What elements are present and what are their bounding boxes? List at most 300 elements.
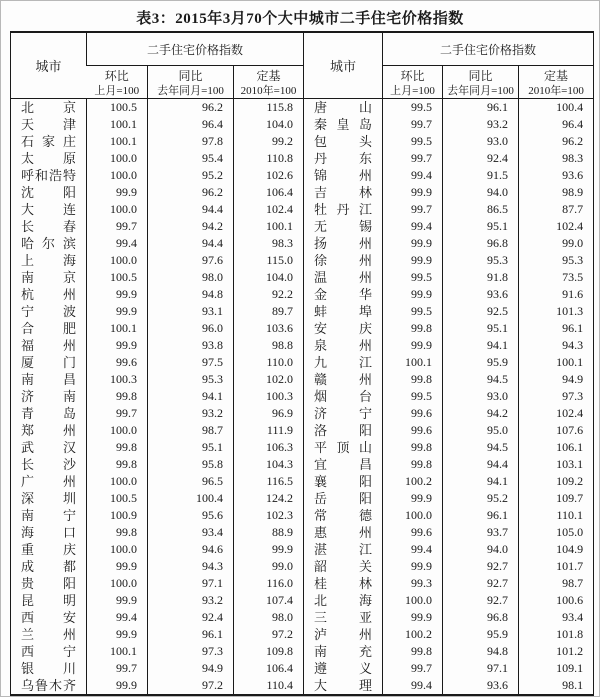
yoy-value-right: 95.3 — [443, 252, 519, 269]
fixed-base-value-left: 110.8 — [234, 150, 304, 167]
mom-value-left: 99.9 — [87, 303, 148, 320]
city-cell-right — [304, 626, 383, 643]
city-cell-left — [11, 320, 87, 337]
city-cell-right — [304, 150, 383, 167]
yoy-value-right: 94.2 — [443, 405, 519, 422]
fixed-base-value-right: 109.1 — [519, 660, 594, 677]
city-name: 丹东 — [314, 151, 373, 166]
fixed-base-value-left: 97.2 — [234, 626, 304, 643]
city-name: 北海 — [314, 593, 373, 608]
fixed-base-value-right: 109.2 — [519, 473, 594, 490]
city-name: 温州 — [314, 270, 373, 285]
city-cell-left — [11, 507, 87, 524]
city-cell-right — [304, 269, 383, 286]
yoy-value-left: 96.2 — [148, 184, 234, 201]
city-cell-right — [304, 388, 383, 405]
city-name: 济南 — [21, 389, 76, 404]
yoy-value-right: 96.1 — [443, 99, 519, 117]
yoy-value-left: 97.5 — [148, 354, 234, 371]
yoy-value-left: 96.1 — [148, 626, 234, 643]
mom-value-right: 100.2 — [383, 626, 443, 643]
city-cell-left — [11, 371, 87, 388]
fixed-base-value-right: 98.3 — [519, 150, 594, 167]
fixed-base-value-left: 89.7 — [234, 303, 304, 320]
yoy-value-left: 97.2 — [148, 677, 234, 695]
city-cell-left — [11, 388, 87, 405]
fixed-base-value-right: 94.9 — [519, 371, 594, 388]
city-cell-left — [11, 286, 87, 303]
yoy-value-left: 94.1 — [148, 388, 234, 405]
mom-value-right: 99.5 — [383, 269, 443, 286]
city-name: 平顶山 — [314, 440, 373, 455]
city-name: 乌鲁木齐 — [21, 678, 76, 693]
table-row — [11, 609, 594, 626]
yoy-value-right: 92.7 — [443, 558, 519, 575]
yoy-value-left: 97.6 — [148, 252, 234, 269]
yoy-value-right: 92.4 — [443, 150, 519, 167]
yoy-value-right: 93.0 — [443, 133, 519, 150]
fixed-base-value-left: 116.0 — [234, 575, 304, 592]
yoy-value-right: 95.9 — [443, 626, 519, 643]
table-row — [11, 660, 594, 677]
city-name: 深圳 — [21, 491, 76, 506]
mom-value-left: 99.8 — [87, 456, 148, 473]
yoy-value-right: 94.0 — [443, 184, 519, 201]
city-cell-right — [304, 558, 383, 575]
mom-value-right: 99.4 — [383, 541, 443, 558]
yoy-value-left: 94.8 — [148, 286, 234, 303]
fixed-base-value-right: 96.2 — [519, 133, 594, 150]
fixed-base-value-right: 101.2 — [519, 643, 594, 660]
city-cell-right — [304, 660, 383, 677]
city-name: 桂林 — [314, 576, 373, 591]
table-row — [11, 371, 594, 388]
table-row — [11, 150, 594, 167]
fixed-base-value-right: 109.7 — [519, 490, 594, 507]
yoy-value-left: 96.5 — [148, 473, 234, 490]
mom-value-left: 100.0 — [87, 150, 148, 167]
city-name: 牡丹江 — [314, 202, 373, 217]
mom-value-left: 100.3 — [87, 371, 148, 388]
city-name: 武汉 — [21, 440, 76, 455]
mom-value-right: 99.5 — [383, 133, 443, 150]
mom-value-right: 99.5 — [383, 99, 443, 117]
city-cell-left — [11, 252, 87, 269]
yoy-value-right: 94.5 — [443, 439, 519, 456]
yoy-value-left: 98.7 — [148, 422, 234, 439]
city-name: 三亚 — [314, 610, 373, 625]
fixed-base-value-left: 124.2 — [234, 490, 304, 507]
yoy-value-left: 92.4 — [148, 609, 234, 626]
yoy-value-right: 91.8 — [443, 269, 519, 286]
yoy-value-right: 95.9 — [443, 354, 519, 371]
yoy-value-right: 96.8 — [443, 609, 519, 626]
city-cell-left — [11, 235, 87, 252]
fixed-base-value-right: 96.1 — [519, 320, 594, 337]
mom-value-right: 99.8 — [383, 439, 443, 456]
mom-header-label: 环比 — [400, 68, 425, 83]
yoy-value-left: 95.3 — [148, 371, 234, 388]
table-row — [11, 541, 594, 558]
yoy-value-right: 91.5 — [443, 167, 519, 184]
mom-value-right: 100.0 — [383, 592, 443, 609]
fixed-base-value-right: 95.3 — [519, 252, 594, 269]
yoy-header-label: 同比 — [178, 68, 203, 83]
city-name: 南京 — [21, 270, 76, 285]
city-cell-left — [11, 473, 87, 490]
mom-value-right: 100.0 — [383, 507, 443, 524]
fixed-base-value-left: 106.4 — [234, 184, 304, 201]
fixed-base-value-left: 99.2 — [234, 133, 304, 150]
city-cell-left — [11, 439, 87, 456]
mom-value-left: 100.5 — [87, 99, 148, 117]
yoy-value-left: 96.0 — [148, 320, 234, 337]
city-name: 常德 — [314, 508, 373, 523]
city-cell-right — [304, 643, 383, 660]
mom-value-left: 99.6 — [87, 354, 148, 371]
city-cell-right — [304, 167, 383, 184]
city-cell-left — [11, 405, 87, 422]
mom-value-left: 100.0 — [87, 575, 148, 592]
city-name: 惠州 — [314, 525, 373, 540]
yoy-value-left: 94.4 — [148, 201, 234, 218]
yoy-value-left: 94.3 — [148, 558, 234, 575]
mom-value-right: 99.4 — [383, 218, 443, 235]
city-name: 南充 — [314, 644, 373, 659]
mom-value-right: 99.7 — [383, 201, 443, 218]
fixed-base-value-right: 100.4 — [519, 99, 594, 117]
city-name: 海口 — [21, 525, 76, 540]
yoy-value-left: 96.4 — [148, 116, 234, 133]
mom-value-left: 99.9 — [87, 592, 148, 609]
city-name: 济宁 — [314, 406, 373, 421]
city-name: 烟台 — [314, 389, 373, 404]
fixed-base-header-right — [519, 66, 594, 99]
mom-value-left: 100.1 — [87, 116, 148, 133]
city-cell-right — [304, 286, 383, 303]
table-row — [11, 439, 594, 456]
yoy-value-left: 96.2 — [148, 99, 234, 117]
yoy-value-right: 93.0 — [443, 388, 519, 405]
mom-value-right: 99.9 — [383, 337, 443, 354]
fixed-base-value-left: 104.0 — [234, 269, 304, 286]
fixed-base-value-left: 107.4 — [234, 592, 304, 609]
fixed-base-value-left: 110.4 — [234, 677, 304, 695]
city-name: 徐州 — [314, 253, 373, 268]
fixed-base-value-left: 115.0 — [234, 252, 304, 269]
city-name: 长沙 — [21, 457, 76, 472]
mom-value-right: 99.9 — [383, 490, 443, 507]
mom-value-right: 99.9 — [383, 609, 443, 626]
table-row — [11, 286, 594, 303]
city-cell-right — [304, 218, 383, 235]
mom-header-base: 上月=100 — [94, 84, 140, 97]
yoy-value-right: 94.0 — [443, 541, 519, 558]
city-name: 洛阳 — [314, 423, 373, 438]
yoy-value-right: 96.1 — [443, 507, 519, 524]
index-group-header-right: 二手住宅价格指数 — [383, 32, 594, 66]
mom-value-left: 99.7 — [87, 660, 148, 677]
mom-value-left: 100.0 — [87, 541, 148, 558]
city-name: 金华 — [314, 287, 373, 302]
yoy-header-label: 同比 — [468, 68, 493, 83]
city-name: 襄阳 — [314, 474, 373, 489]
city-name: 哈尔滨 — [21, 236, 76, 251]
fixed-base-value-left: 103.6 — [234, 320, 304, 337]
mom-value-right: 100.1 — [383, 354, 443, 371]
mom-value-right: 99.4 — [383, 677, 443, 695]
city-name: 扬州 — [314, 236, 373, 251]
table-row — [11, 575, 594, 592]
mom-value-left: 100.5 — [87, 490, 148, 507]
city-cell-left — [11, 422, 87, 439]
yoy-value-left: 94.2 — [148, 218, 234, 235]
table-row — [11, 592, 594, 609]
city-cell-right — [304, 609, 383, 626]
table-row — [11, 269, 594, 286]
city-cell-left — [11, 524, 87, 541]
mom-value-left: 100.9 — [87, 507, 148, 524]
city-name: 泸州 — [314, 627, 373, 642]
yoy-value-right: 94.5 — [443, 371, 519, 388]
mom-value-left: 100.0 — [87, 473, 148, 490]
city-cell-left — [11, 99, 87, 117]
city-cell-left — [11, 575, 87, 592]
city-name: 南宁 — [21, 508, 76, 523]
fixed-base-value-left: 102.4 — [234, 201, 304, 218]
city-cell-left — [11, 626, 87, 643]
mom-value-left: 99.4 — [87, 235, 148, 252]
mom-value-right: 99.4 — [383, 167, 443, 184]
fixed-base-value-right: 101.8 — [519, 626, 594, 643]
fixed-base-value-right: 93.4 — [519, 609, 594, 626]
price-index-table — [10, 31, 594, 696]
yoy-value-left: 97.8 — [148, 133, 234, 150]
city-cell-right — [304, 133, 383, 150]
yoy-value-right: 92.7 — [443, 575, 519, 592]
fixed-base-value-right: 105.0 — [519, 524, 594, 541]
fixed-base-value-left: 102.6 — [234, 167, 304, 184]
city-cell-right — [304, 575, 383, 592]
yoy-value-left: 98.0 — [148, 269, 234, 286]
mom-value-right: 99.6 — [383, 422, 443, 439]
city-cell-left — [11, 133, 87, 150]
fixed-base-header-label: 定基 — [544, 68, 569, 83]
mom-value-left: 99.9 — [87, 337, 148, 354]
mom-value-right: 99.7 — [383, 150, 443, 167]
fixed-base-value-right: 110.1 — [519, 507, 594, 524]
city-cell-right — [304, 541, 383, 558]
fixed-base-value-right: 101.7 — [519, 558, 594, 575]
fixed-base-value-left: 104.0 — [234, 116, 304, 133]
city-name: 安庆 — [314, 321, 373, 336]
table-row — [11, 405, 594, 422]
city-name: 无锡 — [314, 219, 373, 234]
city-name: 大理 — [314, 678, 373, 693]
mom-value-right: 99.9 — [383, 558, 443, 575]
yoy-value-right: 93.2 — [443, 116, 519, 133]
table-row — [11, 643, 594, 660]
table-row — [11, 626, 594, 643]
yoy-value-left: 97.3 — [148, 643, 234, 660]
yoy-value-right: 95.1 — [443, 320, 519, 337]
city-cell-left — [11, 592, 87, 609]
table-row — [11, 422, 594, 439]
mom-value-right: 99.8 — [383, 371, 443, 388]
city-cell-right — [304, 524, 383, 541]
yoy-value-right: 92.7 — [443, 592, 519, 609]
yoy-value-right: 93.6 — [443, 677, 519, 695]
fixed-base-value-left: 98.8 — [234, 337, 304, 354]
city-cell-left — [11, 609, 87, 626]
fixed-base-value-right: 103.1 — [519, 456, 594, 473]
mom-value-left: 99.9 — [87, 286, 148, 303]
fixed-base-value-left: 116.5 — [234, 473, 304, 490]
fixed-base-value-right: 93.6 — [519, 167, 594, 184]
fixed-base-value-right: 102.4 — [519, 218, 594, 235]
city-cell-right — [304, 184, 383, 201]
city-name: 厦门 — [21, 355, 76, 370]
yoy-value-left: 95.1 — [148, 439, 234, 456]
city-cell-left — [11, 677, 87, 695]
mom-header-base: 上月=100 — [390, 84, 435, 97]
yoy-value-left: 95.8 — [148, 456, 234, 473]
city-cell-left — [11, 201, 87, 218]
city-cell-left — [11, 218, 87, 235]
table-row — [11, 303, 594, 320]
mom-value-left: 99.7 — [87, 405, 148, 422]
table-row — [11, 235, 594, 252]
yoy-value-left: 93.2 — [148, 592, 234, 609]
yoy-value-left: 94.6 — [148, 541, 234, 558]
fixed-base-value-right: 98.7 — [519, 575, 594, 592]
city-cell-left — [11, 184, 87, 201]
city-cell-right — [304, 99, 383, 117]
table-row — [11, 320, 594, 337]
city-name: 长春 — [21, 219, 76, 234]
mom-header-label: 环比 — [104, 68, 129, 83]
city-name: 湛江 — [314, 542, 373, 557]
city-name: 上海 — [21, 253, 76, 268]
mom-value-left: 99.7 — [87, 218, 148, 235]
city-cell-right — [304, 303, 383, 320]
fixed-base-header-label: 定基 — [256, 68, 281, 83]
city-cell-right — [304, 677, 383, 695]
yoy-value-left: 94.9 — [148, 660, 234, 677]
city-name: 蚌埠 — [314, 304, 373, 319]
mom-value-right: 99.7 — [383, 116, 443, 133]
city-name: 九江 — [314, 355, 373, 370]
fixed-base-value-left: 111.9 — [234, 422, 304, 439]
yoy-value-left: 93.1 — [148, 303, 234, 320]
table-row — [11, 337, 594, 354]
fixed-base-value-right: 100.6 — [519, 592, 594, 609]
city-name: 昆明 — [21, 593, 76, 608]
mom-value-right: 99.9 — [383, 184, 443, 201]
city-name: 南昌 — [21, 372, 76, 387]
city-cell-left — [11, 167, 87, 184]
fixed-base-value-right: 94.3 — [519, 337, 594, 354]
yoy-value-left: 94.4 — [148, 235, 234, 252]
table-row — [11, 677, 594, 695]
city-cell-left — [11, 150, 87, 167]
city-name: 重庆 — [21, 542, 76, 557]
yoy-value-right: 95.2 — [443, 490, 519, 507]
city-name: 兰州 — [21, 627, 76, 642]
table-row — [11, 218, 594, 235]
yoy-value-right: 94.1 — [443, 473, 519, 490]
table-row — [11, 252, 594, 269]
city-name: 包头 — [314, 134, 373, 149]
yoy-value-right: 94.8 — [443, 643, 519, 660]
city-cell-left — [11, 337, 87, 354]
city-cell-left — [11, 303, 87, 320]
fixed-base-value-left: 106.3 — [234, 439, 304, 456]
mom-value-right: 99.7 — [383, 660, 443, 677]
fixed-base-value-left: 115.8 — [234, 99, 304, 117]
city-cell-left — [11, 354, 87, 371]
city-name: 天津 — [21, 117, 76, 132]
mom-value-left: 100.0 — [87, 201, 148, 218]
city-cell-right — [304, 354, 383, 371]
city-name: 杭州 — [21, 287, 76, 302]
city-name: 遵义 — [314, 661, 373, 676]
fixed-base-value-left: 92.2 — [234, 286, 304, 303]
table-title: 表3：2015年3月70个大中城市二手住宅价格指数 — [136, 11, 464, 27]
city-name: 呼和浩特 — [21, 168, 76, 183]
city-name: 泉州 — [314, 338, 373, 353]
city-cell-right — [304, 320, 383, 337]
index-group-header-left: 二手住宅价格指数 — [87, 32, 304, 66]
city-name: 太原 — [21, 151, 76, 166]
table-row — [11, 99, 594, 117]
mom-value-right: 99.5 — [383, 303, 443, 320]
yoy-value-left: 93.2 — [148, 405, 234, 422]
city-name: 锦州 — [314, 168, 373, 183]
city-name: 沈阳 — [21, 185, 76, 200]
city-cell-left — [11, 558, 87, 575]
city-cell-left — [11, 269, 87, 286]
city-cell-right — [304, 405, 383, 422]
fixed-base-value-right: 104.9 — [519, 541, 594, 558]
city-name: 合肥 — [21, 321, 76, 336]
city-cell-left — [11, 660, 87, 677]
fixed-base-value-right: 97.3 — [519, 388, 594, 405]
yoy-value-left: 95.4 — [148, 150, 234, 167]
city-cell-left — [11, 116, 87, 133]
mom-value-left: 99.9 — [87, 677, 148, 695]
yoy-value-right: 86.5 — [443, 201, 519, 218]
fixed-base-value-right: 99.0 — [519, 235, 594, 252]
yoy-header-right — [443, 66, 519, 99]
yoy-value-right: 92.5 — [443, 303, 519, 320]
table-row — [11, 558, 594, 575]
city-cell-right — [304, 422, 383, 439]
fixed-base-value-left: 110.0 — [234, 354, 304, 371]
mom-value-left: 100.0 — [87, 167, 148, 184]
fixed-base-value-left: 88.9 — [234, 524, 304, 541]
mom-value-left: 100.5 — [87, 269, 148, 286]
fixed-base-value-right: 106.1 — [519, 439, 594, 456]
table-row — [11, 201, 594, 218]
city-cell-right — [304, 456, 383, 473]
city-cell-right — [304, 439, 383, 456]
mom-value-left: 100.1 — [87, 643, 148, 660]
mom-value-right: 99.9 — [383, 235, 443, 252]
yoy-header-base: 去年同月=100 — [447, 84, 514, 97]
city-cell-left — [11, 643, 87, 660]
mom-value-left: 99.8 — [87, 388, 148, 405]
